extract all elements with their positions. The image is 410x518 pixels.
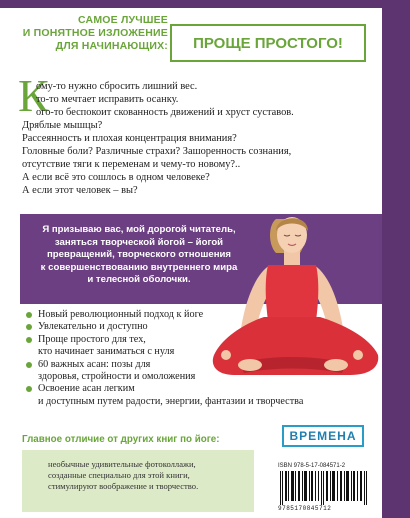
header-badge: ПРОЩЕ ПРОСТОГО!: [170, 24, 366, 62]
intro-line: А если этот человек – вы?: [22, 185, 138, 196]
intro-line: отсутствие тяги к переменам и чему-то новому?..: [22, 159, 241, 170]
bullet-icon: [26, 386, 32, 392]
difference-line: стимулируют воображение и творчество.: [48, 481, 199, 491]
list-item-line: здоровья, стройности и омоложения: [38, 371, 196, 383]
appeal-line: превращений, творческого отношения: [46, 249, 232, 261]
list-item: [26, 334, 366, 359]
publisher-logo: ВРЕМЕНА: [282, 425, 364, 447]
list-item-line: 60 важных асан: позы для: [38, 358, 151, 370]
intro-line: Головные боли? Различные страхи? Зашоренность сознания,: [22, 146, 292, 157]
intro-line: Рассеянность и плохая концентрация внимания?: [22, 133, 237, 144]
top-band: [0, 0, 382, 8]
intro-line: ому-то нужно сбросить лишний вес.: [36, 81, 198, 92]
intro-line: Дряблые мышцы?: [22, 120, 103, 131]
list-item-line: кто начинает заниматься с нуля: [38, 346, 175, 358]
drop-cap: К: [18, 70, 49, 121]
bullet-icon: [26, 324, 32, 330]
difference-line: необычные удивительные фотоколлажи,: [48, 459, 196, 469]
appeal-line: к совершенствованию внутреннего мира: [40, 261, 238, 273]
features-list: [26, 309, 366, 408]
barcode-digits: 9785170845712: [278, 505, 332, 512]
bullet-icon: [26, 362, 32, 368]
header-line: САМОЕ ЛУЧШЕЕ: [78, 14, 168, 26]
bullet-icon: [26, 312, 32, 318]
intro-line: ого-то беспокоит скованность движений и хруст суставов.: [36, 107, 294, 118]
list-item-line: Увлекательно и доступно: [38, 321, 148, 333]
intro-line: то-то мечтает исправить осанку.: [36, 94, 179, 105]
book-spine: [382, 0, 410, 518]
appeal-line: Я призываю вас, мой дорогой читатель,: [42, 224, 236, 235]
difference-title: Главное отличие от других книг по йоге:: [22, 434, 220, 445]
list-item-line: Освоение асан легким: [38, 383, 135, 395]
bullet-icon: [26, 337, 32, 343]
barcode-icon: [278, 471, 372, 505]
header-slogan: [18, 14, 168, 53]
appeal-line: и телесной оболочки.: [87, 274, 191, 286]
list-item: [26, 383, 366, 408]
header-line: ДЛЯ НАЧИНАЮЩИХ:: [55, 40, 168, 52]
header-line: И ПОНЯТНОЕ ИЗЛОЖЕНИЕ: [22, 27, 168, 39]
difference-line: созданные специально для этой книги,: [48, 470, 190, 480]
list-item: [26, 309, 366, 321]
intro-line: А если всё это сошлось в одном человеке?: [22, 172, 210, 183]
list-item-line: Новый революционный подход к йоге: [38, 309, 204, 320]
intro-text: [22, 80, 362, 197]
list-item: [26, 321, 366, 333]
list-item: [26, 359, 366, 384]
isbn-label: ISBN 978-5-17-084571-2: [278, 463, 346, 469]
list-item-line: Проще простого для тех,: [38, 333, 146, 345]
appeal-line: заняться творческой йогой – йогой: [54, 236, 224, 248]
difference-text: [48, 459, 258, 492]
list-item-line: и доступным путем радости, энергии, фантазии и творчества: [38, 395, 304, 407]
